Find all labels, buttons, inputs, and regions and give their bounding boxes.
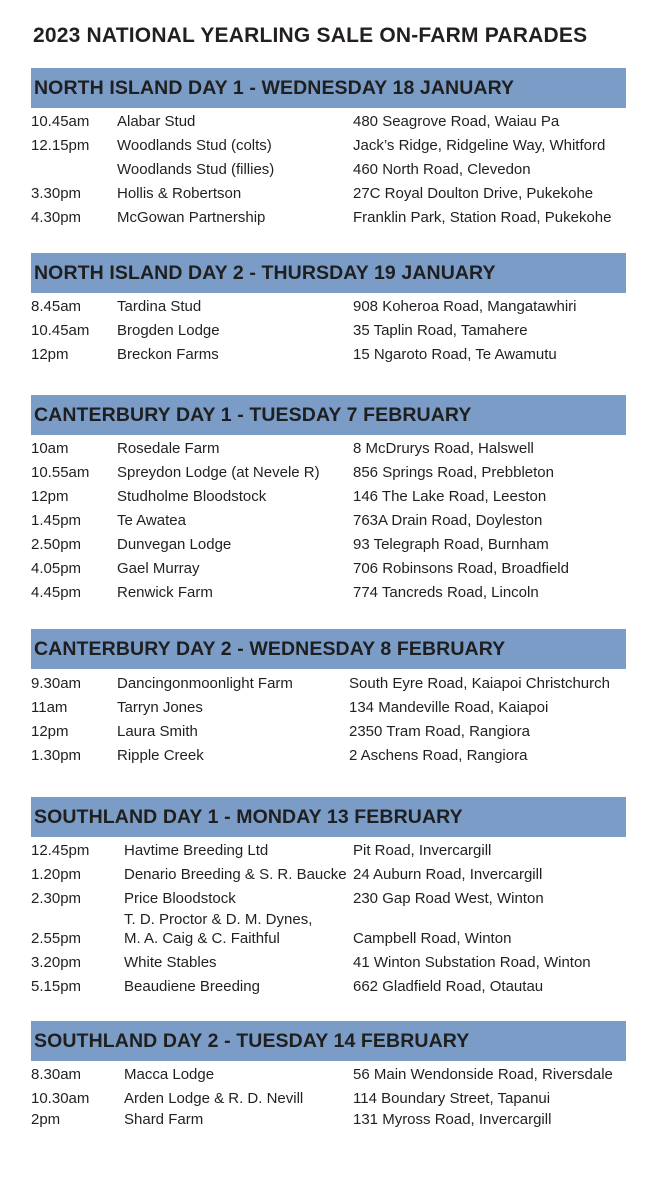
row-address: 41 Winton Substation Road, Winton [353,954,591,971]
row-address: 8 McDrurys Road, Halswell [353,440,534,457]
row-stud-name: Shard Farm [124,1111,204,1128]
row-address: 763A Drain Road, Doyleston [353,512,543,529]
row-address: 480 Seagrove Road, Waiau Pa [353,113,560,130]
section-north-island-day-2 [31,253,626,363]
section-north-island-day-1 [31,68,626,226]
section-heading: CANTERBURY DAY 1 - TUESDAY 7 FEBRUARY [31,395,626,435]
row-stud-name: Dunvegan Lodge [117,536,232,553]
row-stud-name: Arden Lodge & R. D. Nevill [124,1090,304,1107]
row-stud-name: Te Awatea [117,512,186,529]
row-time: 8.30am [31,1066,82,1083]
section-heading: CANTERBURY DAY 2 - WEDNESDAY 8 FEBRUARY [31,629,626,669]
row-address: 460 North Road, Clevedon [353,161,531,178]
row-address: 662 Gladfield Road, Otautau [353,978,544,995]
row-address: 146 The Lake Road, Leeston [353,488,547,505]
page-title: 2023 NATIONAL YEARLING SALE ON-FARM PARADES [33,24,588,47]
row-stud-name: Ripple Creek [117,747,204,764]
row-stud-name: Rosedale Farm [117,440,220,457]
row-stud-name: Dancingonmoonlight Farm [117,675,293,692]
row-stud-name: Price Bloodstock [124,890,236,907]
row-time: 3.20pm [31,954,82,971]
row-address: 114 Boundary Street, Tapanui [353,1090,551,1107]
row-time: 2pm [31,1111,61,1128]
row-time: 8.45am [31,298,82,315]
section-heading: SOUTHLAND DAY 1 - MONDAY 13 FEBRUARY [31,797,626,837]
row-stud-name: Alabar Stud [117,113,196,130]
row-time: 2.30pm [31,890,82,907]
row-time: 11am [31,699,68,716]
row-time: 10.30am [31,1090,90,1107]
row-address: 706 Robinsons Road, Broadfield [353,560,569,577]
row-address: 56 Main Wendonside Road, Riversdale [353,1066,613,1083]
row-time: 10.45am [31,113,90,130]
row-stud-name: Denario Breeding & S. R. Baucke [124,866,347,883]
row-stud-name: Hollis & Robertson [117,185,242,202]
section-canterbury-day-2 [31,629,626,764]
row-stud-name: Beaudiene Breeding [124,978,260,995]
row-address: Franklin Park, Station Road, Pukekohe [353,209,612,226]
row-address: 35 Taplin Road, Tamahere [353,322,528,339]
row-time: 5.15pm [31,978,82,995]
row-address: 2350 Tram Road, Rangiora [349,723,530,740]
row-stud-name: Spreydon Lodge (at Nevele R) [117,464,320,481]
row-stud-name: Tardina Stud [117,298,202,315]
row-address: 93 Telegraph Road, Burnham [353,536,549,553]
row-stud-name: Studholme Bloodstock [117,488,267,505]
row-time: 10am [31,440,69,457]
section-southland-day-2 [31,1021,626,1128]
row-address: 15 Ngaroto Road, Te Awamutu [353,346,557,363]
row-time: 4.45pm [31,584,82,601]
row-stud-name: McGowan Partnership [117,209,266,226]
row-address: 24 Auburn Road, Invercargill [353,866,543,883]
row-stud-name: White Stables [124,954,217,971]
row-time: 4.30pm [31,209,82,226]
row-time: 12pm [31,346,69,363]
row-address: 134 Mandeville Road, Kaiapoi [349,699,549,716]
row-stud-name: Tarryn Jones [117,699,203,716]
row-time: 10.45am [31,322,90,339]
schedule-row [31,911,626,949]
row-time: 10.55am [31,464,90,481]
row-address: Campbell Road, Winton [353,930,512,947]
row-time: 9.30am [31,675,82,692]
row-time: 3.30pm [31,185,82,202]
row-stud-name: Renwick Farm [117,584,213,601]
section-heading: NORTH ISLAND DAY 1 - WEDNESDAY 18 JANUARY [31,68,626,108]
row-time: 12pm [31,488,69,505]
section-southland-day-1 [31,797,626,995]
row-address: Jack’s Ridge, Ridgeline Way, Whitford [353,137,606,154]
row-address: Pit Road, Invercargill [353,842,492,859]
row-time: 1.20pm [31,866,82,883]
row-address: South Eyre Road, Kaiapoi Christchurch [349,675,610,692]
row-address: 856 Springs Road, Prebbleton [353,464,554,481]
row-stud-name: T. D. Proctor & D. M. Dynes, [124,911,313,928]
row-stud-name: Breckon Farms [117,346,219,363]
row-stud-name: Havtime Breeding Ltd [124,842,269,859]
row-time: 4.05pm [31,560,82,577]
row-time: 12pm [31,723,69,740]
row-address: 774 Tancreds Road, Lincoln [353,584,539,601]
row-address: 908 Koheroa Road, Mangatawhiri [353,298,577,315]
section-heading: SOUTHLAND DAY 2 - TUESDAY 14 FEBRUARY [31,1021,626,1061]
row-address: 131 Myross Road, Invercargill [353,1111,552,1128]
row-stud-name: Gael Murray [117,560,200,577]
row-time: 1.30pm [31,747,82,764]
row-stud-name: Woodlands Stud (colts) [117,137,272,154]
row-time: 1.45pm [31,512,82,529]
section-canterbury-day-1 [31,395,626,601]
row-stud-name: Macca Lodge [124,1066,215,1083]
row-stud-name: Laura Smith [117,723,198,740]
row-address: 2 Aschens Road, Rangiora [349,747,528,764]
row-time: 12.15pm [31,137,90,154]
row-address: 27C Royal Doulton Drive, Pukekohe [353,185,594,202]
row-stud-name: Brogden Lodge [117,322,220,339]
row-address: 230 Gap Road West, Winton [353,890,544,907]
row-stud-name: Woodlands Stud (fillies) [117,161,275,178]
row-time: 2.55pm [31,930,82,947]
section-heading: NORTH ISLAND DAY 2 - THURSDAY 19 JANUARY [31,253,626,293]
row-time: 12.45pm [31,842,90,859]
row-time: 2.50pm [31,536,82,553]
row-stud-name-line-2: M. A. Caig & C. Faithful [124,930,280,947]
